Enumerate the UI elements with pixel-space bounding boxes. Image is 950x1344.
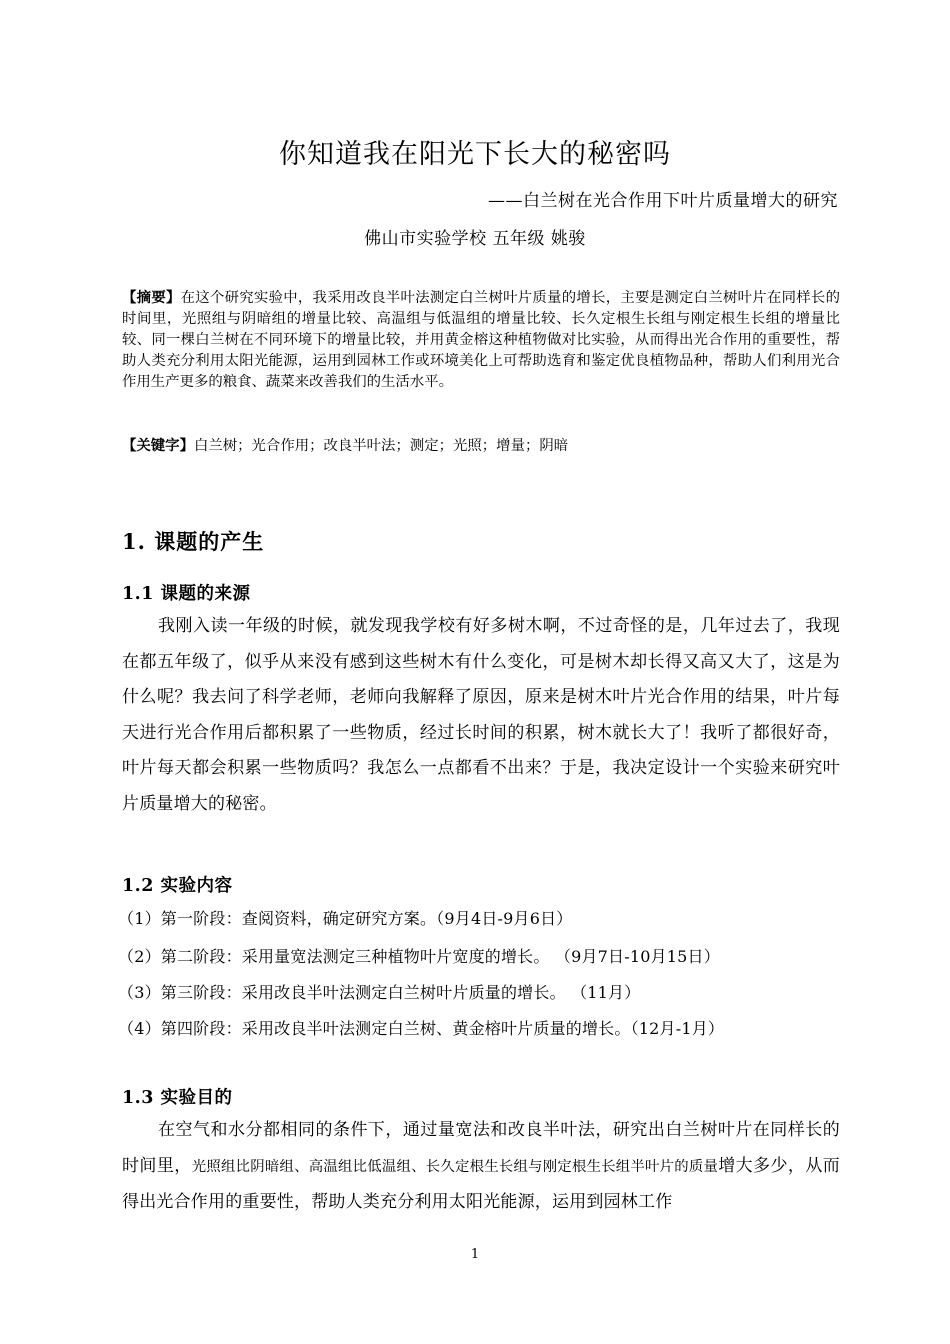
keywords-label: 【关键字】: [122, 437, 194, 454]
list-item: （2）第二阶段：采用量宽法测定三种植物叶片宽度的增长。 （9月7日-10月15日）: [118, 947, 720, 966]
section-1-1-heading: 1.1 课题的来源: [122, 584, 251, 604]
section-1-3-paragraph: [122, 1113, 840, 1221]
document-subtitle: ——白兰树在光合作用下叶片质量增大的研究: [488, 191, 838, 211]
section-1-heading: 1. 课题的产生: [122, 529, 265, 554]
keywords-text: 白兰树；光合作用；改良半叶法；测定；光照；增量；阴暗: [193, 438, 569, 454]
page-number: 1: [470, 1247, 480, 1262]
section-1-3-text-a: 在空气和水分都相同的条件下，通过量宽法和改良半叶法，研究出白兰树叶片在同样长的时间里，: [122, 1120, 840, 1176]
section-1-1-paragraph: 我刚入读一年级的时候，就发现我学校有好多树木啊，不过奇怪的是，几年过去了，我现在都五年级了，似乎从来没有感到这些树木有什么变化，可是树木却长得又高又大了，这是为什么呢？我去问了科学老师，老师向我解释了原因，原来是树木叶片光合作用的结果，叶片每天进行光合作用后都积累了一些物质，经过长时间的积累，树木就长大了！我听了都很好奇，叶片每天都会积累一些物质吗？我怎么一点都看不出来？于是，我决定设计一个实验来研究叶片质量增大的秘密。: [122, 616, 840, 814]
section-1-3-text-c: 增大多少，从而得出光合作用的重要性，帮助人类充分利用太阳光能源，运用到园林工作: [122, 1155, 840, 1212]
keywords: [122, 435, 840, 457]
section-1-3-heading: 1.3 实验目的: [122, 1088, 233, 1108]
document-title: 你知道我在阳光下长大的秘密吗: [279, 139, 671, 170]
list-item: （3）第三阶段：采用改良半叶法测定白兰树叶片质量的增长。 （11月）: [118, 983, 641, 1002]
abstract: [122, 287, 840, 393]
abstract-label: 【摘要】: [122, 289, 181, 306]
list-item: （4）第四阶段：采用改良半叶法测定白兰树、黄金榕叶片质量的增长。（12月-1月）: [118, 1019, 725, 1038]
section-1-2-heading: 1.2 实验内容: [122, 876, 233, 896]
list-item: （1）第一阶段：查阅资料，确定研究方案。（9月4日-9月6日）: [118, 909, 573, 928]
abstract-text: 在这个研究实验中，我采用改良半叶法测定白兰树叶片质量的增长，主要是测定白兰树叶片在同样长的时间里，光照组与阴暗组的增量比较、高温组与低温组的增量比较、长久定根生长组与刚定根生长组的增量比较、同一棵白兰树在不同环境下的增量比较，并用黄金榕这种植物做对比实验，从而得出光合作用的重要性，帮助人类充分利用太阳光能源，运用到园林工作或环境美化上可帮助选育和鉴定优良植物品种，帮助人们利用光合作用生产更多的粮食、蔬菜来改善我们的生活水平。: [122, 290, 840, 390]
section-1-3-text-b: 光照组比阴暗组、高温组比低温组、长久定根生长组与刚定根生长组半叶片的质量: [191, 1158, 719, 1175]
document-author: 佛山市实验学校 五年级 姚骏: [364, 229, 586, 249]
